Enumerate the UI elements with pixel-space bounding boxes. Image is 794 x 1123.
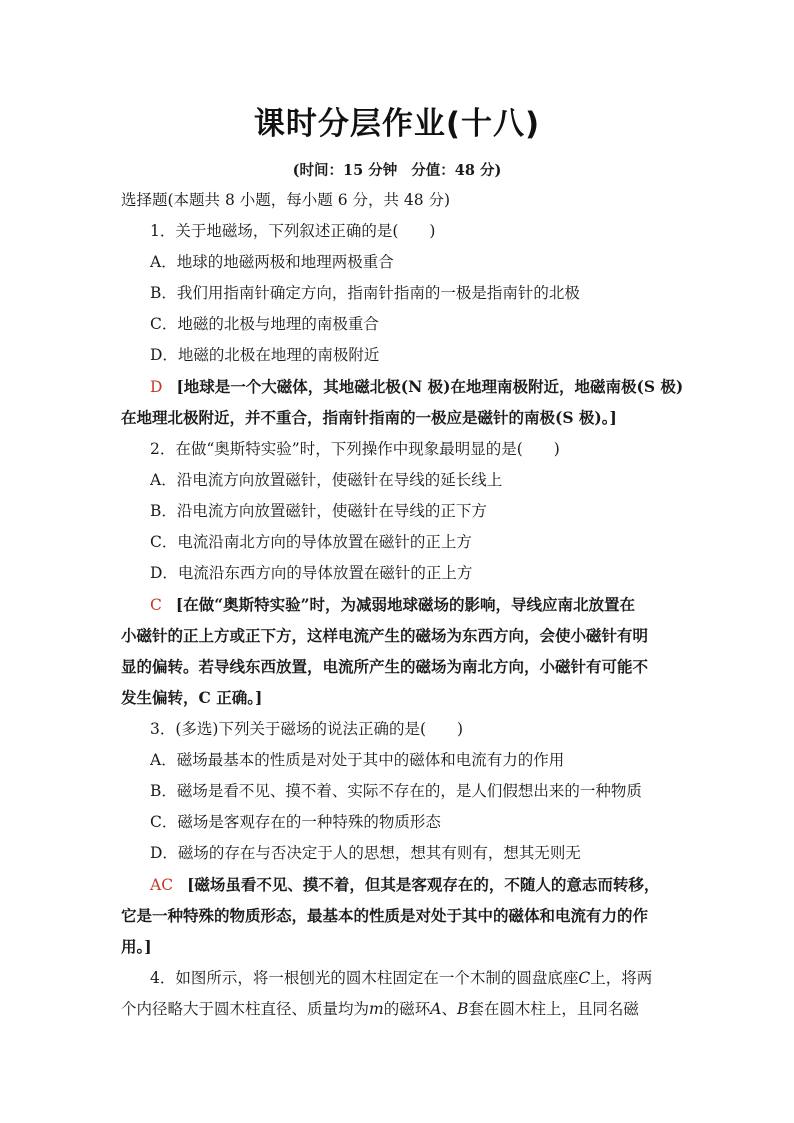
q2-option-d: D．电流沿东西方向的导体放置在磁针的正上方 xyxy=(150,564,473,582)
q3-answer: AC xyxy=(150,876,174,894)
q1-option-b: B．我们用指南针确定方向，指南针指南的一极是指南针的北极 xyxy=(150,284,580,302)
q2-explanation-line4: 发生偏转，C 正确。] xyxy=(121,688,263,707)
q2-option-a: A．沿电流方向放置磁针，使磁针在导线的延长线上 xyxy=(150,471,503,489)
page-title: 课时分层作业(十八) xyxy=(253,106,541,142)
q2-explanation-line2: 小磁针的正上方或正下方，这样电流产生的磁场为东西方向，会使小磁针有明 xyxy=(121,626,649,645)
q2-stem: 2．在做“奥斯特实验”时，下列操作中现象最明显的是( ) xyxy=(150,440,560,458)
var-b: B xyxy=(456,1000,469,1018)
q3-stem: 3．(多选)下列关于磁场的说法正确的是( ) xyxy=(150,720,464,738)
q3-option-c: C．磁场是客观存在的一种特殊的物质形态 xyxy=(150,813,441,831)
q1-option-c: C．地磁的北极与地理的南极重合 xyxy=(150,315,379,333)
q2-answer: C xyxy=(150,596,162,614)
q2-explanation-line1: C [在做“奥斯特实验”时，为减弱地球磁场的影响，导线应南北放置在 xyxy=(150,595,636,614)
var-c: C xyxy=(578,969,591,987)
q1-explanation-line1: D [地球是一个大磁体，其地磁北极(N 极)在地理南极附近，地磁南极(S 极) xyxy=(150,377,684,396)
q4-stem-line1: 4．如图所示，将一根刨光的圆木柱固定在一个木制的圆盘底座C上，将两 xyxy=(150,969,653,987)
q1-stem: 1．关于地磁场，下列叙述正确的是( ) xyxy=(150,222,436,240)
q1-option-d: D．地磁的北极在地理的南极附近 xyxy=(150,346,380,364)
q4-stem-line2: 个内径略大于圆木柱直径、质量均为m的磁环A、B套在圆木柱上，且同名磁 xyxy=(121,1000,639,1018)
var-m: m xyxy=(369,1000,384,1018)
q3-explanation-line2: 它是一种特殊的物质形态，最基本的性质是对处于其中的磁体和电流有力的作 xyxy=(121,906,649,925)
q2-explanation-line3: 显的偏转。若导线东西放置，电流所产生的磁场为南北方向，小磁针有可能不 xyxy=(121,657,649,676)
q1-answer: D xyxy=(150,378,163,396)
q3-explanation-line1: AC [磁场虽看不见、摸不着，但其是客观存在的，不随人的意志而转移， xyxy=(150,875,660,894)
q3-option-b: B．磁场是看不见、摸不着、实际不存在的，是人们假想出来的一种物质 xyxy=(150,782,642,800)
q3-option-d: D．磁场的存在与否决定于人的思想，想其有则有，想其无则无 xyxy=(150,844,581,862)
score-total: 分值：48 分) xyxy=(411,162,502,179)
q2-option-b: B．沿电流方向放置磁针，使磁针在导线的正下方 xyxy=(150,502,487,520)
time-limit: (时间：15 分钟 xyxy=(292,162,398,179)
var-a: A xyxy=(430,1000,442,1018)
section-header: 选择题(本题共 8 小题，每小题 6 分，共 48 分) xyxy=(121,191,451,209)
q1-explanation-line2: 在地理北极附近，并不重合，指南针指南的一极应是磁针的南极(S 极)。] xyxy=(121,408,617,427)
q3-option-a: A．磁场最基本的性质是对处于其中的磁体和电流有力的作用 xyxy=(150,751,565,769)
time-score-info xyxy=(0,159,794,180)
q3-explanation-line3: 用。] xyxy=(121,937,152,956)
q2-option-c: C．电流沿南北方向的导体放置在磁针的正上方 xyxy=(150,533,472,551)
q1-option-a: A．地球的地磁两极和地理两极重合 xyxy=(150,253,394,271)
